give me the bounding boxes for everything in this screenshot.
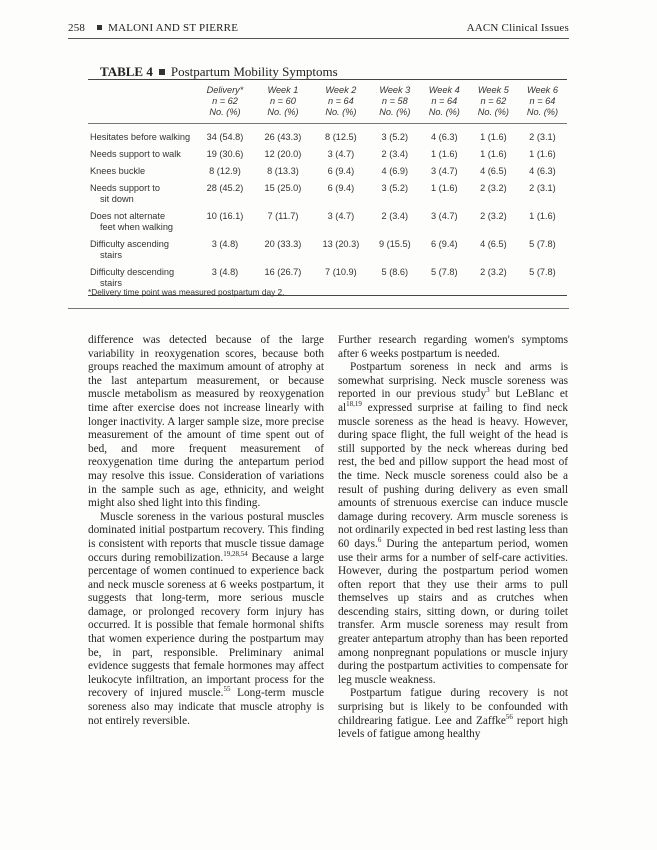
table-cell: 3 (4.7) bbox=[327, 211, 355, 221]
section-divider bbox=[68, 308, 569, 309]
table-cell: 5 (7.8) bbox=[529, 239, 556, 249]
table-cell: 34 (54.8) bbox=[206, 132, 244, 142]
row-label bbox=[88, 180, 196, 208]
table-cell: 10 (16.1) bbox=[206, 211, 244, 221]
row-label-line: stairs bbox=[100, 250, 122, 260]
body-paragraph: Further research regarding women's symptoms after 6 weeks postpartum is needed. bbox=[338, 334, 568, 360]
table-cell: 8 (12.9) bbox=[209, 166, 241, 176]
table-row bbox=[88, 124, 567, 147]
table-cell: 28 (45.2) bbox=[206, 183, 244, 193]
column-header-n: n = 58 bbox=[381, 96, 408, 106]
table-row bbox=[88, 180, 567, 208]
column-header bbox=[254, 85, 312, 124]
column-header bbox=[420, 85, 469, 124]
column-header-unit: No. (%) bbox=[428, 107, 460, 117]
row-label bbox=[88, 236, 196, 264]
table-cell: 6 (9.4) bbox=[327, 183, 355, 193]
column-header bbox=[469, 85, 518, 124]
table-cell: 6 (9.4) bbox=[327, 166, 355, 176]
body-column-left bbox=[88, 334, 324, 728]
table-cell: 3 (4.7) bbox=[431, 211, 458, 221]
table-cell: 12 (20.0) bbox=[264, 149, 302, 159]
table-cell: 8 (13.3) bbox=[267, 166, 299, 176]
row-label bbox=[88, 124, 196, 147]
row-label-line: stairs bbox=[100, 278, 122, 288]
table-cell: 4 (6.3) bbox=[529, 166, 556, 176]
column-header-unit: No. (%) bbox=[477, 107, 509, 117]
row-label-line: feet when walking bbox=[100, 222, 174, 232]
table-cell: 3 (5.2) bbox=[381, 132, 409, 142]
column-header bbox=[518, 85, 567, 124]
column-header-unit: No. (%) bbox=[379, 107, 411, 117]
table-cell: 16 (26.7) bbox=[254, 264, 312, 296]
table-cell: 1 (1.6) bbox=[431, 183, 458, 193]
journal-name: AACN Clinical Issues bbox=[466, 22, 569, 34]
table-row bbox=[88, 163, 567, 180]
table-header-row bbox=[88, 85, 567, 124]
square-bullet-icon bbox=[159, 69, 165, 75]
body-paragraph: Postpartum fatigue during recovery is not surprising but is likely to be confounded with childrearing fatigue. Lee and Zaffke$^{56}$ report high levels of fatigue among healthy bbox=[338, 687, 568, 741]
table-cell: 8 (12.5) bbox=[325, 132, 357, 142]
table-top-rule bbox=[88, 79, 567, 80]
table-cell: 5 (7.8) bbox=[420, 264, 469, 296]
table-cell: 3 (4.8) bbox=[196, 264, 254, 296]
column-header-n: n = 62 bbox=[212, 96, 238, 106]
column-header-name: Week 4 bbox=[428, 85, 460, 95]
column-header-unit: No. (%) bbox=[526, 107, 559, 117]
table-cell: 2 (3.2) bbox=[469, 264, 518, 296]
table-cell: 1 (1.6) bbox=[431, 149, 458, 159]
running-title: MALONI AND ST PIERRE bbox=[108, 22, 239, 34]
table-cell: 3 (4.7) bbox=[431, 166, 458, 176]
column-header-unit: No. (%) bbox=[325, 107, 357, 117]
column-header-n: n = 60 bbox=[270, 96, 296, 106]
row-label-line: Knees buckle bbox=[90, 166, 146, 176]
table-cell: 2 (3.2) bbox=[480, 211, 507, 221]
column-header bbox=[312, 85, 370, 124]
table-cell: 1 (1.6) bbox=[480, 149, 507, 159]
table-cell: 2 (3.4) bbox=[381, 149, 409, 159]
body-paragraph: Postpartum soreness in neck and arms is somewhat surprising. Neck muscle soreness was reported in our previous study$^3$ but LeBlanc et al$^{18,19}$ expressed surprise at failing to find neck muscle soreness as the head is heavy. However, during space flight, the full weight of the head is still supported by the neck whereas during bed rest, the bed and pillow support the head most of the time. Neck muscle soreness could also be a result of pushing during delivery as even small amounts of strenuous exercise can induce muscle damage during recovery. Arm muscle soreness is not ordinarily expected in bed rest lasting less than 60 days.$^6$ During the antepartum period, women use their arms for a number of self-care activities. However, during the postpartum period women often report that they use their arms to pull themselves up stairs and as crutches when descending stairs, sitting down, or during toilet transfer. Arm muscle soreness may result from greater antepartum atrophy than has been reported among nonpregnant populations or muscle injury during the postpartum activities to compensate for leg muscle weakness. bbox=[338, 361, 569, 686]
table-cell: 20 (33.3) bbox=[264, 239, 302, 249]
column-header-name: Week 5 bbox=[477, 85, 509, 95]
column-header-unit: No. (%) bbox=[267, 107, 299, 117]
column-header-name: Week 1 bbox=[267, 85, 299, 95]
header-divider bbox=[68, 38, 569, 39]
table-row bbox=[88, 236, 567, 264]
row-label-line: sit down bbox=[100, 194, 134, 204]
table-cell: 1 (1.6) bbox=[529, 149, 556, 159]
page-number: 258 bbox=[68, 22, 86, 34]
column-header-n: n = 64 bbox=[529, 96, 556, 106]
row-label-line: Needs support to bbox=[90, 183, 160, 193]
row-label bbox=[88, 208, 196, 236]
column-header-n: n = 62 bbox=[480, 96, 507, 106]
column-header bbox=[196, 85, 254, 124]
table-cell: 13 (20.3) bbox=[322, 239, 360, 249]
column-header-name: Week 3 bbox=[379, 85, 411, 95]
row-label-line: Does not alternate bbox=[90, 211, 166, 221]
table-cell: 19 (30.6) bbox=[206, 149, 244, 159]
table-cell: 2 (3.1) bbox=[529, 132, 556, 142]
column-header-name: Week 6 bbox=[526, 85, 558, 95]
table-cell: 9 (15.5) bbox=[378, 239, 411, 249]
running-header bbox=[68, 22, 569, 34]
row-label-line: Needs support to walk bbox=[90, 149, 181, 159]
table-cell: 2 (3.2) bbox=[480, 183, 507, 193]
column-header-n: n = 64 bbox=[431, 96, 458, 106]
table-cell: 5 (7.8) bbox=[518, 264, 567, 296]
table-cell: 7 (11.7) bbox=[267, 211, 299, 221]
row-label-line: Difficulty ascending bbox=[90, 239, 169, 249]
body-paragraph: Muscle soreness in the various postural muscles dominated initial postpartum recovery. This finding is consistent with reports that muscle tissue damage occurs during remobilization.$^{19,28,54}$ Because a large percentage of women continued to experience back and neck muscle soreness at 6 weeks postpartum, it suggests that long-term, more serious muscle damage, or prolonged recovery form injury has occurred. It is possible that female hormonal shifts that women experience during the postpartum may be, in part, responsible. Preliminary animal evidence suggests that female hormones may affect leukocyte infiltration, an important process for the recovery of injured muscle.$^{55}$ Long-term muscle soreness also may indicate that muscle atrophy is not entirely reversible. bbox=[88, 510, 324, 727]
table-cell: 1 (1.6) bbox=[480, 132, 507, 142]
table-row bbox=[88, 146, 567, 163]
row-label-line: Difficulty descending bbox=[90, 267, 175, 277]
table-cell: 7 (10.9) bbox=[312, 264, 370, 296]
table-cell: 4 (6.5) bbox=[480, 239, 507, 249]
column-header-name: Delivery* bbox=[206, 85, 244, 95]
table-cell: 3 (4.8) bbox=[211, 239, 239, 249]
table-cell: 4 (6.5) bbox=[480, 166, 507, 176]
table-cell: 5 (8.6) bbox=[370, 264, 420, 296]
table-footnote: *Delivery time point was measured postpartum day 2. bbox=[88, 287, 285, 297]
table-cell: 4 (6.3) bbox=[431, 132, 458, 142]
table-row bbox=[88, 208, 567, 236]
table-cell: 1 (1.6) bbox=[529, 211, 556, 221]
header-left bbox=[68, 22, 244, 34]
mobility-symptoms-table bbox=[88, 85, 567, 296]
column-header-unit: No. (%) bbox=[209, 107, 241, 117]
column-header-n: n = 64 bbox=[327, 96, 354, 106]
column-header bbox=[370, 85, 420, 124]
table-label: TABLE 4 bbox=[100, 64, 153, 79]
table-cell: 15 (25.0) bbox=[264, 183, 302, 193]
table-title: Postpartum Mobility Symptoms bbox=[170, 64, 338, 79]
row-header-empty bbox=[88, 85, 196, 124]
body-paragraph: difference was detected because of the large variability in reoxygenation scores, because both groups reached the maximum amount of atrophy at the last antepartum measurement, or because muscle metabolism as measured by reoxygenation time after exercise does not increase linearly with longer inactivity. A larger sample size, more precise measurement of the amount of time spent out of bed, and more frequent measurement of reoxygenation time during the antepartum period may resolve this issue. Consideration of variations in the sample such as age, ethnicity, and weight might also shed light into this finding. bbox=[88, 334, 324, 510]
table-cell: 4 (6.9) bbox=[381, 166, 409, 176]
row-label-line: Hesitates before walking bbox=[90, 132, 191, 142]
row-label bbox=[88, 146, 196, 163]
column-header-name: Week 2 bbox=[325, 85, 357, 95]
table-cell: 2 (3.1) bbox=[529, 183, 556, 193]
square-bullet-icon bbox=[97, 25, 102, 30]
table-cell: 26 (43.3) bbox=[264, 132, 302, 142]
body-column-right bbox=[338, 334, 568, 742]
table-cell: 2 (3.4) bbox=[381, 211, 409, 221]
table-body bbox=[88, 124, 567, 296]
table-cell: 6 (9.4) bbox=[431, 239, 458, 249]
table-cell: 3 (4.7) bbox=[327, 149, 355, 159]
table-cell: 3 (5.2) bbox=[381, 183, 409, 193]
row-label bbox=[88, 163, 196, 180]
table-caption bbox=[100, 64, 338, 80]
